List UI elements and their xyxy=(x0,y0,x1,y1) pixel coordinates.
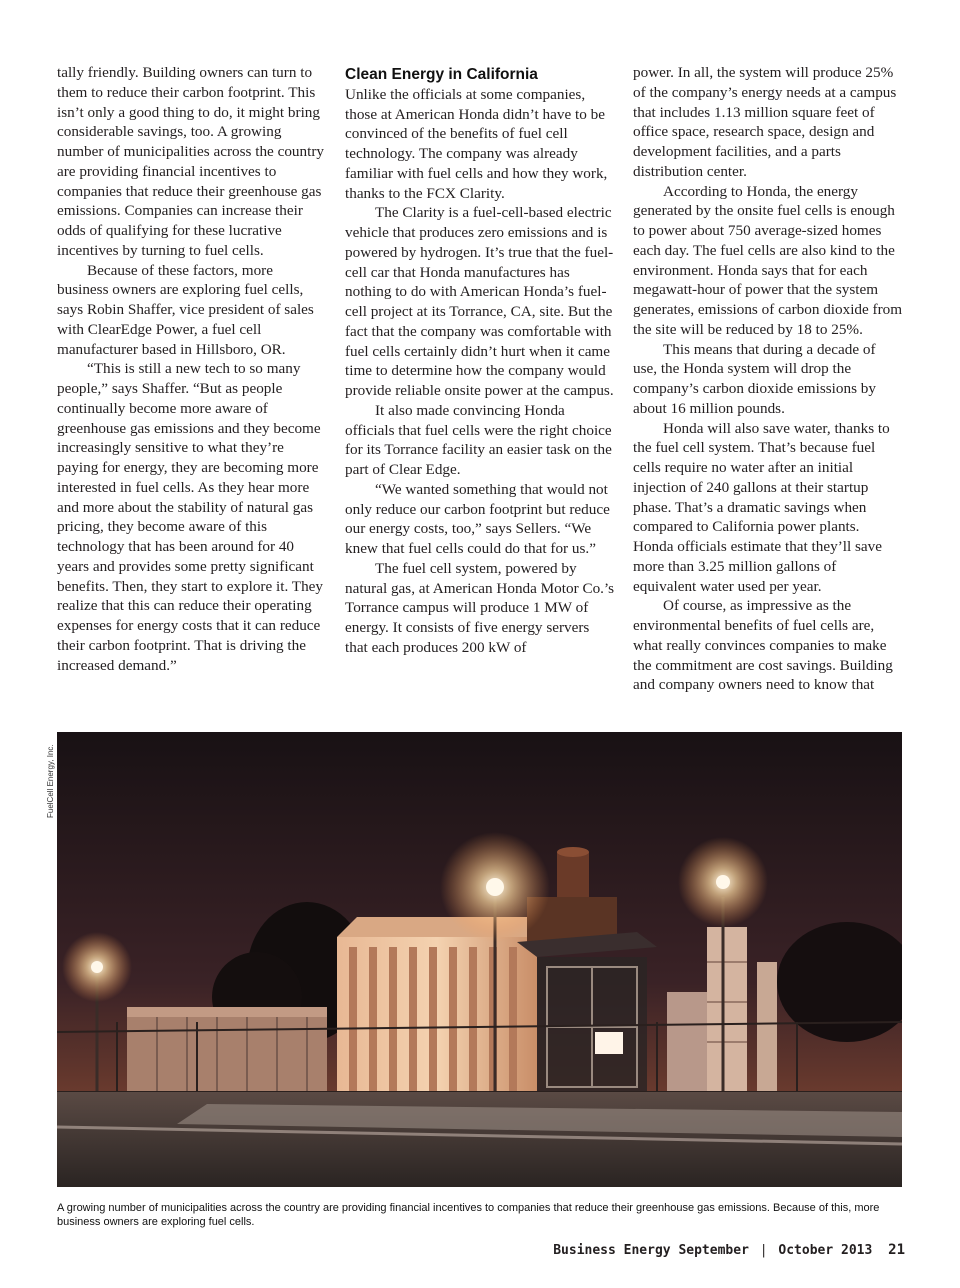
issue-month: September xyxy=(678,1243,749,1258)
paragraph: “This is still a new tech to so many people,” says Shaffer. “But as people continually become more aware of greenhouse gas emissions and they become increasingly sensitive to what they’re paying for energy, they are becoming more interested in fuel cells. As they hear more and more about the stability of natural gas pricing, they become aware of this technology that has been around for 40 years and provides some pretty significant benefits. Then, they start to explore it. They realize that this can reduce their operating expenses for energy costs that it can reduce their carbon footprint. That is driving the increased demand.” xyxy=(57,360,323,674)
article-column-2 xyxy=(345,63,615,718)
article-body xyxy=(57,63,902,718)
page-number: 21 xyxy=(888,1242,905,1258)
issue-separator: | xyxy=(759,1243,768,1258)
section-heading: Clean Energy in California xyxy=(345,66,538,83)
article-column-1 xyxy=(57,63,327,718)
paragraph: Unlike the officials at some companies, those at American Honda didn’t have to be convinced of the benefits of fuel cell technology. The company was already familiar with fuel cells and how they work, thanks to the FCX Clarity. xyxy=(345,85,608,202)
photo-caption: A growing number of municipalities across the country are providing financial incentives to companies that reduce their greenhouse gas emissions. Because of this, more business owners are exploring fuel cells. xyxy=(57,1202,880,1228)
paragraph: power. In all, the system will produce 25% of the company’s energy needs at a campus that includes 1.13 million square feet of office space, research space, design and development facilities, and a parts distribution center. xyxy=(633,64,897,180)
paragraph: Because of these factors, more business owners are exploring fuel cells, says Robin Shaffer, vice president of sales with ClearEdge Power, a fuel cell manufacturer based in Hillsboro, OR. xyxy=(57,261,314,358)
paragraph: The fuel cell system, powered by natural gas, at American Honda Motor Co.’s Torrance campus will produce 1 MW of energy. It consists of five energy servers that each produces 200 kW of xyxy=(345,559,615,656)
paragraph: According to Honda, the energy generated by the onsite fuel cells is enough to power about 750 average-sized homes each day. The fuel cells are also kind to the environment. Honda says that for each megawatt-hour of power that the system generates, emissions of carbon dioxide from the site will be reduced by 18 to 25%. xyxy=(633,182,903,338)
paragraph: tally friendly. Building owners can turn to them to reduce their carbon footprint. This isn’t only a good thing to do, it might bring considerable savings, too. A growing number of municipalities across the country are providing financial incentives to companies that reduce their greenhouse gas emissions. Companies can increase their odds of qualifying for these lucrative incentives by turning to fuel cells. xyxy=(57,64,324,259)
fuel-cell-plant-photo xyxy=(57,732,902,1187)
photo-credit: FuelCell Energy, Inc. xyxy=(46,744,55,818)
paragraph: This means that during a decade of use, the Honda system will drop the company’s carbon dioxide emissions by about 16 million pounds. xyxy=(633,340,876,417)
issue-date: October 2013 xyxy=(778,1243,873,1258)
paragraph: Honda will also save water, thanks to the fuel cell system. That’s because fuel cells require no water after an initial injection of 240 gallons at their startup phase. That’s a dramatic savings when compared to California power plants. Honda officials estimate that they’ll save more than 3.25 million gallons of equivalent water used per year. xyxy=(633,419,890,595)
article-column-3 xyxy=(633,63,903,718)
paragraph: Of course, as impressive as the environmental benefits of fuel cells are, what really convinces companies to make the commitment are cost savings. Building and company owners need to know that xyxy=(633,597,893,694)
publication-name: Business Energy xyxy=(553,1243,671,1258)
paragraph: It also made convincing Honda officials that fuel cells were the right choice for its Torrance facility an easier task on the part of Clear Edge. xyxy=(345,401,612,478)
page-footer xyxy=(553,1242,905,1258)
street-lamp xyxy=(486,878,504,896)
paragraph: The Clarity is a fuel-cell-based electric vehicle that produces zero emissions and is powered by hydrogen. It’s true that the fuel-cell car that Honda manufactures has nothing to do with American Honda’s fuel-cell project at its Torrance, CA, site. But the fact that the company was comfortable with fuel cells certainly didn’t hurt when it came time to determine how the company would provide reliable onsite power at the campus. xyxy=(345,204,614,399)
paragraph: “We wanted something that would not only reduce our carbon footprint but reduce our energy costs, too,” says Sellers. “We knew that fuel cells could do that for us.” xyxy=(345,480,610,557)
night-plant-illustration xyxy=(57,732,902,1187)
lit-window xyxy=(595,1032,623,1054)
